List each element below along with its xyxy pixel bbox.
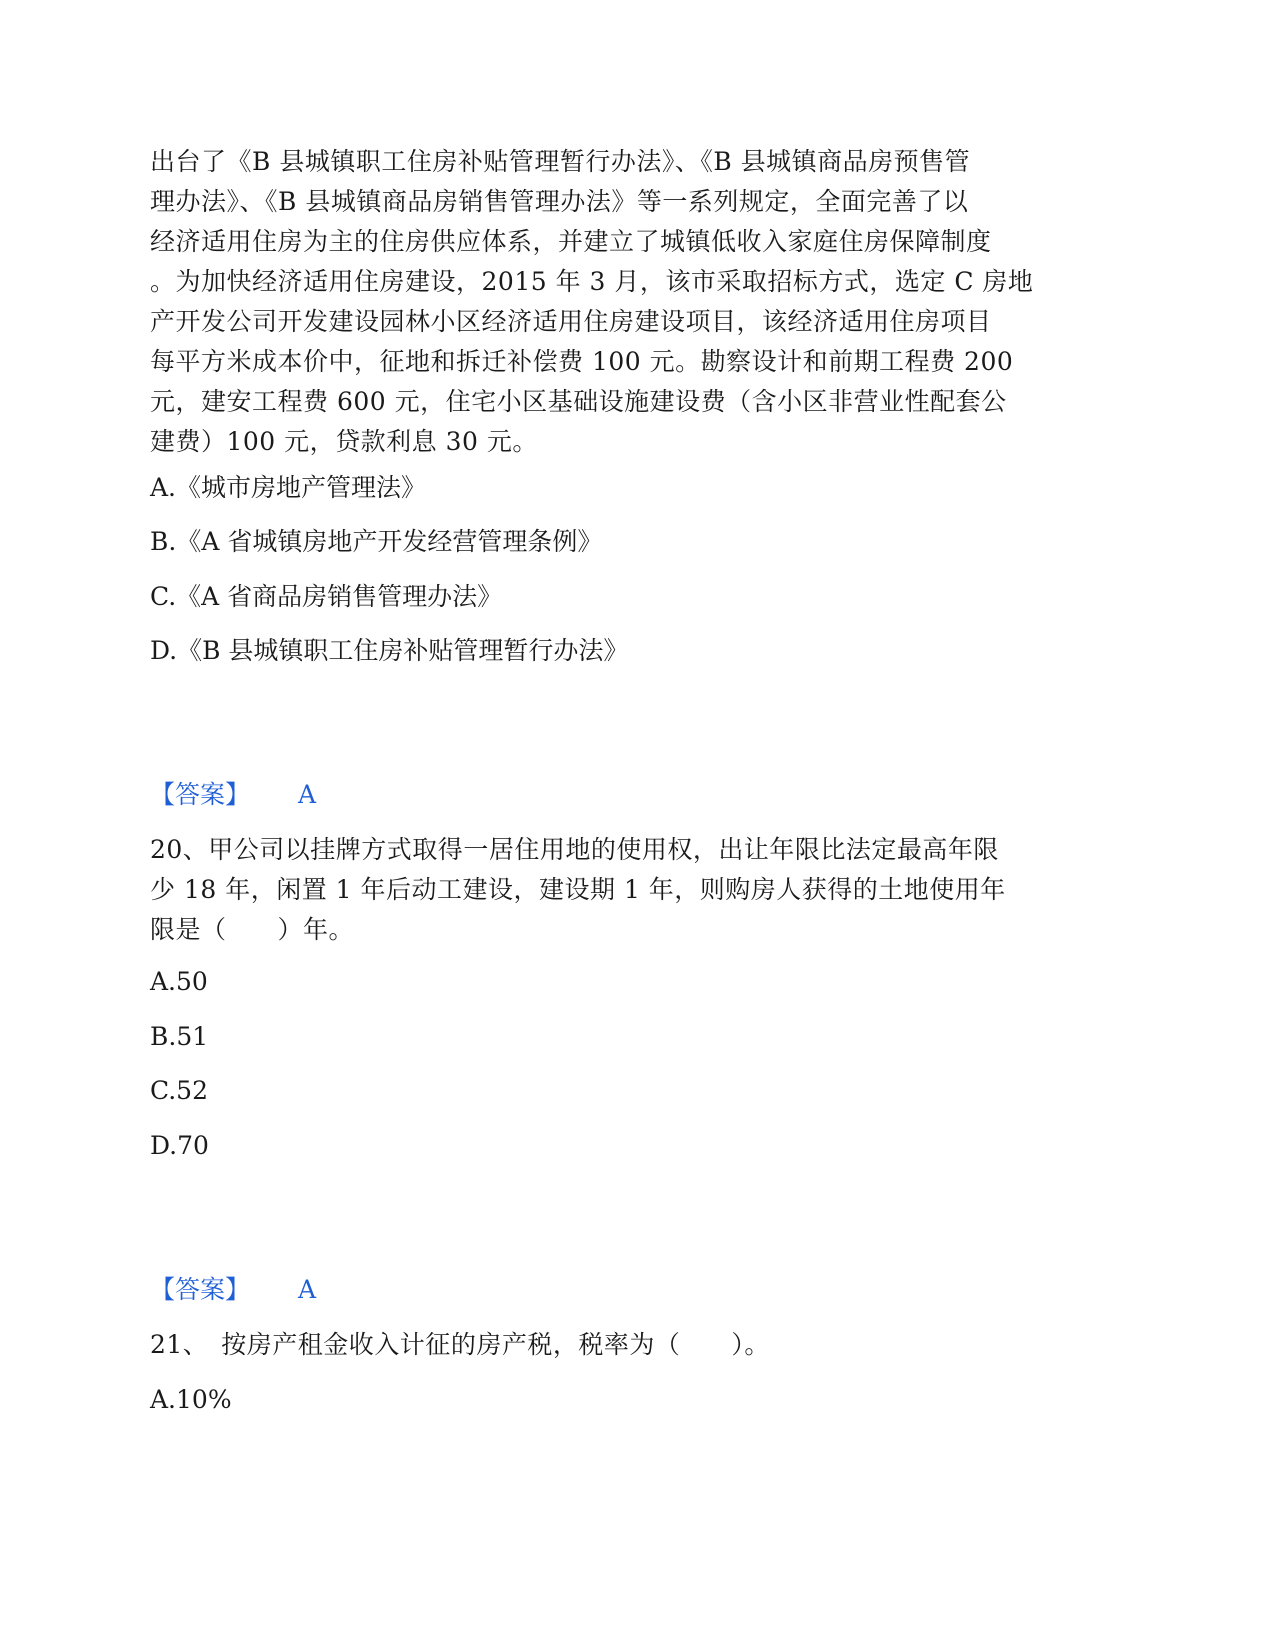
stem-line: 建费）100 元，贷款利息 30 元。 xyxy=(150,427,538,456)
stem-line: 经济适用住房为主的住房供应体系，并建立了城镇低收入家庭住房保障制度 xyxy=(150,227,992,256)
answer-label: 【答案】 xyxy=(150,1275,251,1304)
option-b: B.《A 省城镇房地产开发经营管理条例》 xyxy=(150,527,603,556)
answer-line xyxy=(150,1273,316,1307)
stem-line: 理办法》、《B 县城镇商品房销售管理办法》等一系列规定，全面完善了以 xyxy=(150,187,969,216)
answer-value: A xyxy=(298,780,317,809)
option-a: A.10% xyxy=(150,1385,232,1414)
option-a: A.50 xyxy=(150,967,208,996)
option-a: A.《城市房地产管理法》 xyxy=(150,473,427,502)
question-20-stem xyxy=(150,830,1140,950)
answer-label: 【答案】 xyxy=(150,780,251,809)
stem-line: 出台了《B 县城镇职工住房补贴管理暂行办法》、《B 县城镇商品房预售管 xyxy=(150,147,971,176)
stem-line: 21、 按房产租金收入计征的房产税，税率为（ ）。 xyxy=(150,1330,770,1359)
question-21-stem xyxy=(150,1325,1140,1365)
stem-line: 少 18 年，闲置 1 年后动工建设，建设期 1 年，则购房人获得的土地使用年 xyxy=(150,875,1006,904)
option-b: B.51 xyxy=(150,1022,209,1051)
stem-line: 。为加快经济适用住房建设，2015 年 3 月，该市采取招标方式，选定 C 房地 xyxy=(150,267,1034,296)
stem-line: 产开发公司开发建设园林小区经济适用住房建设项目，该经济适用住房项目 xyxy=(150,307,992,336)
option-c: C.52 xyxy=(150,1076,208,1105)
stem-line: 限是（ ）年。 xyxy=(150,915,355,944)
option-c: C.《A 省商品房销售管理办法》 xyxy=(150,582,503,611)
option-d: D.《B 县城镇职工住房补贴管理暂行办法》 xyxy=(150,636,629,665)
stem-line: 元，建安工程费 600 元，住宅小区基础设施建设费（含小区非营业性配套公 xyxy=(150,387,1007,416)
option-d: D.70 xyxy=(150,1131,209,1160)
answer-line xyxy=(150,778,316,812)
question-19-stem xyxy=(150,142,1140,462)
stem-line: 每平方米成本价中，征地和拆迁补偿费 100 元。勘察设计和前期工程费 200 xyxy=(150,347,1014,376)
stem-line: 20、甲公司以挂牌方式取得一居住用地的使用权，出让年限比法定最高年限 xyxy=(150,835,999,864)
answer-value: A xyxy=(298,1275,317,1304)
